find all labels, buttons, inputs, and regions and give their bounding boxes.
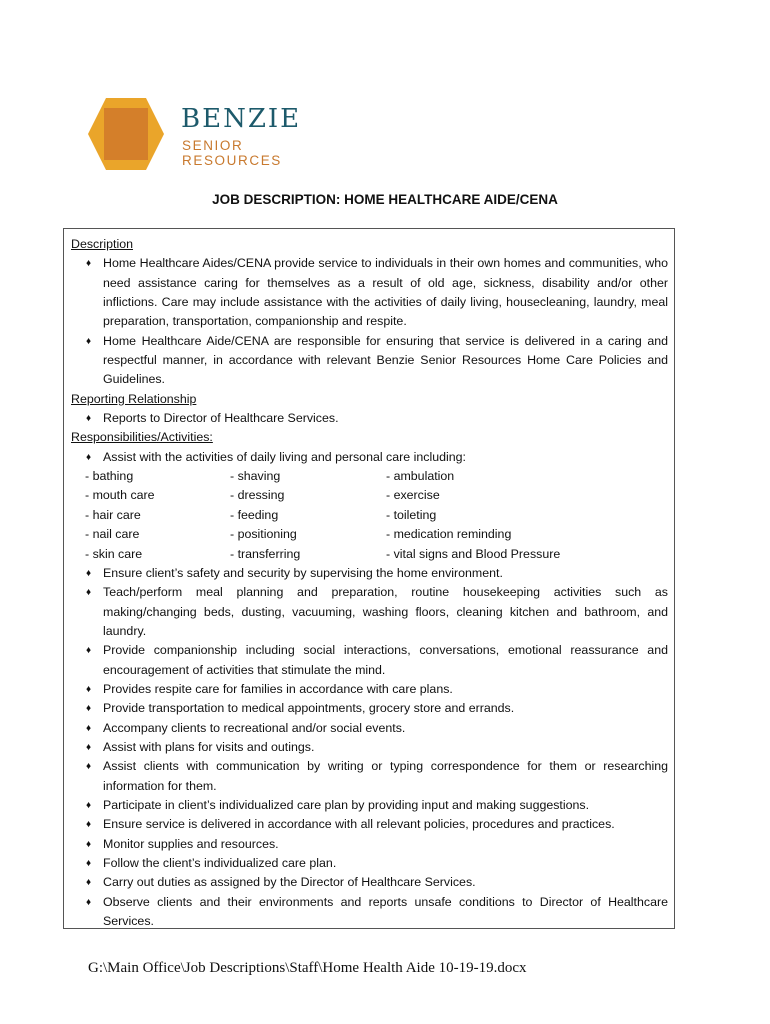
care-item: - toileting [386, 507, 437, 522]
care-item: - vital signs and Blood Pressure [386, 546, 561, 561]
list-item: ♦ Ensure service is delivered in accordance with all relevant policies, procedures and practices. [71, 815, 668, 834]
care-item: - dressing [230, 488, 285, 503]
section-heading: Reporting Relationship [71, 391, 197, 406]
care-item: - bathing [85, 469, 134, 484]
logo-name: BENZIE [181, 104, 302, 134]
list-item: ♦ Observe clients and their environments and reports unsafe conditions to Director of Healthcare Services. [71, 893, 668, 932]
list-item: ♦ Assist clients with communication by writing or typing correspondence for them or researching information for them. [71, 757, 668, 796]
list-item: ♦ Carry out duties as assigned by the Director of Healthcare Services. [71, 873, 668, 892]
content-box [63, 228, 675, 929]
logo-subtitle: SENIOR RESOURCES [182, 138, 282, 168]
list-item: ♦ Participate in client’s individualized care plan by providing input and making suggestions. [71, 796, 668, 815]
list-item: ♦ Monitor supplies and resources. [71, 835, 668, 854]
list-item: ♦ Home Healthcare Aide/CENA are responsible for ensuring that service is delivered in a caring and respectful manner, in accordance with relevant Benzie Senior Resources Home Care Policies and Guidelines. [71, 332, 668, 390]
care-item: - feeding [230, 507, 279, 522]
section-heading: Description [71, 237, 133, 251]
section-heading: Responsibilities/Activities: [71, 430, 213, 445]
list-item: ♦ Reports to Director of Healthcare Services. [71, 409, 668, 428]
file-path-footer: G:\Main Office\Job Descriptions\Staff\Home Health Aide 10-19-19.docx [88, 960, 527, 976]
care-item: - ambulation [386, 469, 455, 484]
responsibilities-list [71, 564, 668, 932]
list-item: ♦ Provides respite care for families in accordance with care plans. [71, 680, 668, 699]
list-item: ♦ Assist with plans for visits and outings. [71, 738, 668, 757]
list-item: ♦ Home Healthcare Aides/CENA provide service to individuals in their own homes and communities, who need assistance caring for themselves as a result of old age, sickness, disability and/or other inflictions. Care may include assistance with the activities of daily living, housecleaning, laundry, meal preparation, transportation, companionship and respite. [71, 254, 668, 331]
list-item: ♦ Assist with the activities of daily living and personal care including: [71, 448, 668, 467]
list-item: ♦ Provide companionship including social interactions, conversations, emotional reassurance and encouragement of activities that stimulate the mind. [71, 641, 668, 680]
care-item: - transferring [230, 546, 301, 561]
page-title: JOB DESCRIPTION: HOME HEALTHCARE AIDE/CENA [212, 192, 558, 207]
care-items-grid [71, 467, 668, 564]
care-item: - medication reminding [386, 527, 512, 542]
care-item: - hair care [85, 507, 141, 522]
list-item: ♦ Accompany clients to recreational and/or social events. [71, 719, 668, 738]
list-item: ♦ Ensure client’s safety and security by supervising the home environment. [71, 564, 668, 583]
care-item: - exercise [386, 488, 440, 503]
list-item: ♦ Follow the client’s individualized care plan. [71, 854, 668, 873]
care-item: - shaving [230, 469, 281, 484]
benzie-logo [86, 96, 336, 176]
care-item: - mouth care [85, 488, 155, 503]
list-item: ♦ Provide transportation to medical appointments, grocery store and errands. [71, 699, 668, 718]
care-item: - positioning [230, 527, 297, 542]
list-item: ♦ Teach/perform meal planning and preparation, routine housekeeping activities such as making/changing beds, dusting, vacuuming, washing floors, cleaning kitchen and bathroom, and laundry. [71, 583, 668, 641]
hexagon-logo-icon [86, 96, 166, 176]
care-item: - skin care [85, 546, 143, 561]
care-item: - nail care [85, 527, 140, 542]
